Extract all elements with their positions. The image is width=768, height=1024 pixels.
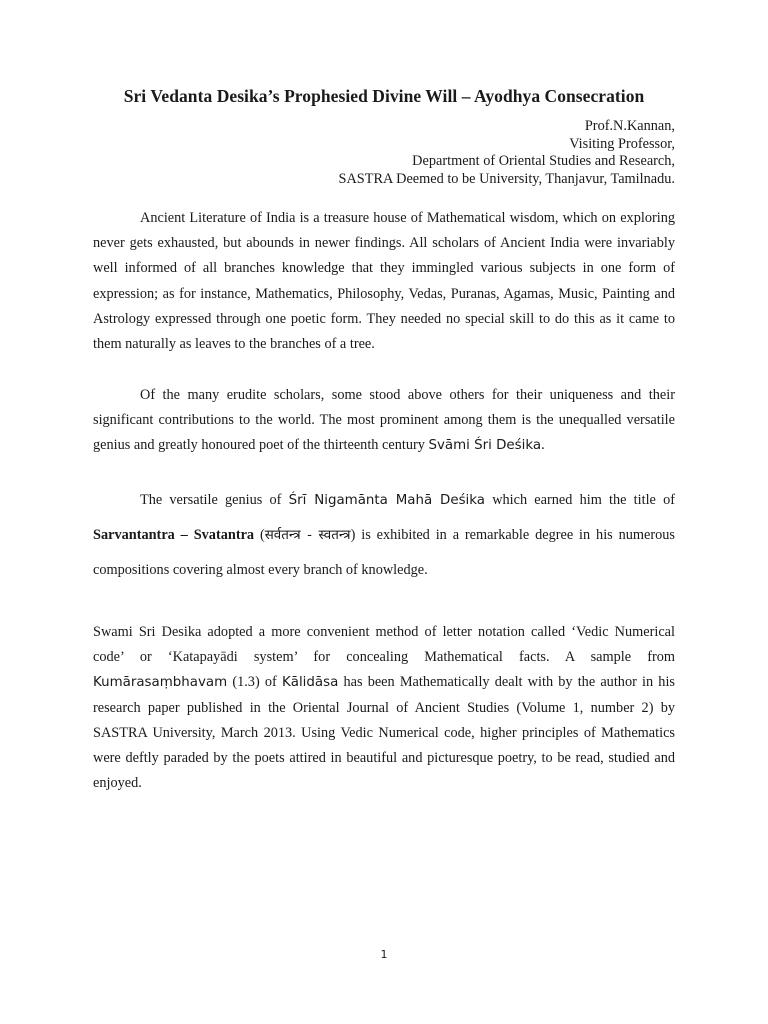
author-block (339, 118, 675, 188)
paren-open: ( (259, 527, 265, 543)
nigamanta-name: Śrī Nigamānta Mahā Deśika (288, 493, 485, 508)
desika-name: Svāmi Śri Deśika (428, 438, 542, 454)
kumarasambhavam-name: Kumārasaṃbhavam (93, 675, 228, 691)
paragraph-scholars-end: . (541, 437, 545, 454)
paragraph-vedic-end: has been Mathematically dealt with by the author in his research paper published in the Oriental Journal of Ancient Studies (Volume 1, number 2) by SASTRA University, March 2013. Using Vedic Numerical code, higher principles of Mathematics were deftly paraded by the poets attired in beautiful and picturesque poetry, to be read, studied and enjoyed. (93, 674, 675, 792)
page-number: 1 (380, 948, 388, 961)
paragraph-intro: Ancient Literature of India is a treasure house of Mathematical wisdom, which on exploring never gets exhausted, but abounds in newer findings. All scholars of Ancient India were invariably well informed of all branches knowledge that they immingled various subjects in one form of expression; as for instance, Mathematics, Philosophy, Vedas, Puranas, Agamas, Music, Painting and Astrology expressed through one poetic form. They needed no special skill to do this as it came to them naturally as leaves to the branches of a tree. (93, 210, 675, 353)
devanagari-title: सर्वतन्त्र - स्वतन्त्र (264, 528, 351, 543)
paragraph-vedic-lead: Swami Sri Desika adopted a more convenient method of letter notation called ‘Vedic Numerical code’ or ‘Katapayādi system’ for concealing Mathematical facts. A sample from (93, 624, 675, 666)
author-name: Prof.N.Kannan, (584, 118, 675, 134)
paren-close: ) (350, 527, 356, 543)
paragraph-scholars-text: Of the many erudite scholars, some stood above others for their uniqueness and their significant contributions to the world. The most prominent among them is the unequalled versatile genius and greatly honoured poet of the thirteenth century (93, 387, 675, 454)
paragraph-scholars (93, 383, 675, 459)
author-position: Visiting Professor, (569, 135, 675, 152)
paragraph-versatile-genius (93, 483, 675, 588)
paragraph-vedic-code (93, 620, 675, 796)
paragraph-genius-mid: which earned him the title of (492, 492, 675, 508)
paragraph-genius-end: is exhibited in a remarkable degree in his numerous compositions covering almost every branch of knowledge. (93, 527, 675, 578)
document-title: Sri Vedanta Desika’s Prophesied Divine Will – Ayodhya Consecration (123, 86, 645, 106)
author-institution: SASTRA Deemed to be University, Thanjavur, Tamilnadu. (338, 170, 675, 187)
paragraph-genius-lead: The versatile genius of (140, 492, 282, 508)
sarvantantra-title: Sarvantantra – Svatantra (93, 527, 255, 543)
paragraph-vedic-mid: (1.3) of (232, 674, 277, 691)
author-department: Department of Oriental Studies and Research, (412, 153, 675, 170)
kalidasa-name: Kālidāsa (281, 675, 339, 691)
